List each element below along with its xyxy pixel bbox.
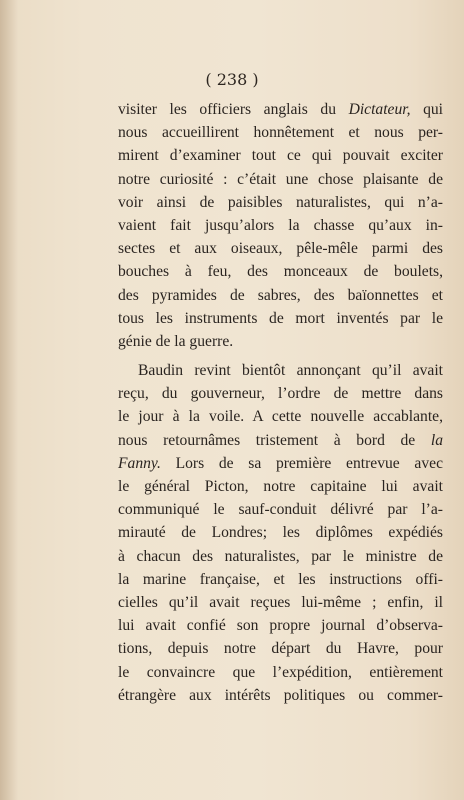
text-line: le convaincre que l’expédition, entièrement xyxy=(118,663,443,681)
text-line: tions, depuis notre départ du Havre, pour xyxy=(118,640,443,658)
text-line: génie de la guerre. xyxy=(118,332,234,350)
text-line: étrangère aux intérêts politiques ou commer- xyxy=(118,686,443,704)
italic-text: Fanny. xyxy=(118,454,161,472)
text-line: à chacun des naturalistes, par le ministre de xyxy=(118,547,443,565)
text-line: des pyramides de sabres, des baïonnettes et xyxy=(118,286,443,304)
text-line: voir ainsi de paisibles naturalistes, qui n’a- xyxy=(118,193,443,211)
text-line: tous les instruments de mort inventés par le xyxy=(118,309,443,327)
italic-text: Dictateur, xyxy=(348,101,411,118)
text-line: vaient fait jusqu’alors la chasse qu’aux in- xyxy=(118,216,443,234)
text-line: communiqué le sauf-conduit délivré par l’a- xyxy=(118,501,443,519)
paragraph xyxy=(118,98,443,353)
text-line: visiter les officiers anglais du Dictateur, qui xyxy=(118,101,443,118)
text-line: nous retournâmes tristement à bord de la xyxy=(118,431,443,449)
text-line: le jour à la voile. A cette nouvelle accablante, xyxy=(118,408,443,426)
text-line: notre curiosité : c’était une chose plaisante de xyxy=(118,170,443,188)
text-line: sectes et aux oiseaux, pêle-mêle parmi des xyxy=(118,240,443,258)
text-line: bouches à feu, des monceaux de boulets, xyxy=(118,263,443,281)
italic-text: la xyxy=(430,431,443,449)
text-line: Baudin revint bientôt annonçant qu’il avait xyxy=(138,362,443,380)
text-line: nous accueillirent honnêtement et nous per- xyxy=(118,124,443,142)
text-line: la marine française, et les instructions offi- xyxy=(118,570,443,588)
text-line: le général Picton, notre capitaine lui avait xyxy=(118,478,443,495)
text-line: mirauté de Londres; les diplômes expédiés xyxy=(118,524,443,542)
paragraph xyxy=(118,359,443,707)
body-text xyxy=(118,98,443,707)
text-line: lui avait confié son propre journal d’observa- xyxy=(118,617,443,635)
text-line: reçu, du gouverneur, l’ordre de mettre dans xyxy=(118,385,443,403)
text-line: mirent d’examiner tout ce qui pouvait exciter xyxy=(118,147,443,165)
text-line: cielles qu’il avait reçues lui-même ; enfin, il xyxy=(118,593,443,611)
page-number: ( 238 ) xyxy=(205,70,259,89)
text-line: Fanny. Lors de sa première entrevue avec xyxy=(118,454,443,472)
